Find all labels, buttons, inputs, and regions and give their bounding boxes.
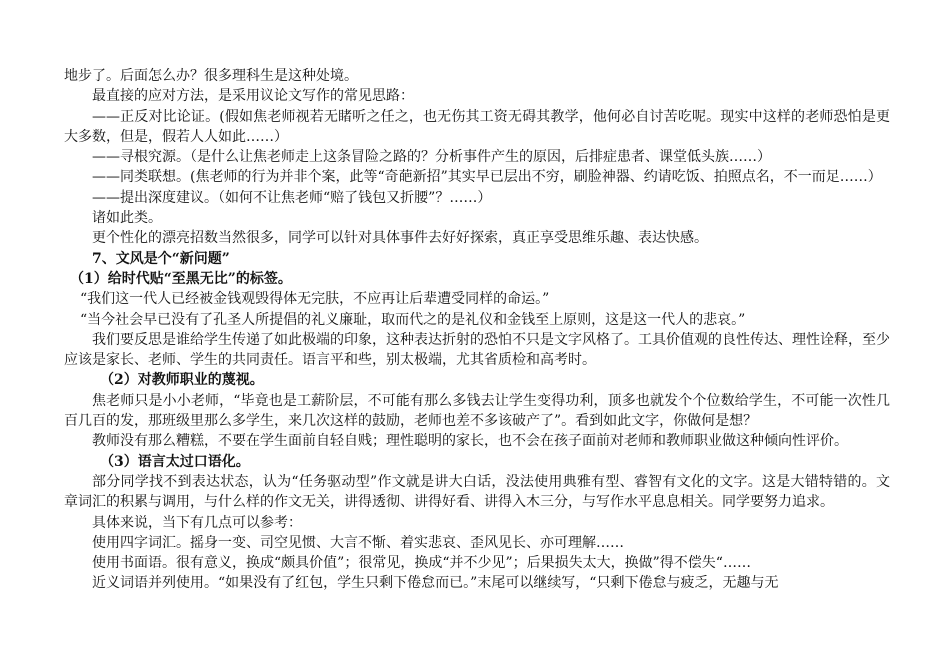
paragraph: 具体来说，当下有几点可以参考：	[92, 514, 302, 531]
paragraph: ——提出深度建议。（如何不让焦老师“赔了钱包又折腰”？……）	[92, 189, 492, 206]
paragraph: 部分同学找不到表达状态，认为“任务驱动型”作文就是讲大白话，没法使用典雅有型、睿智有文化的文字。这是大错特错的。文章词汇的积累与调用，与什么样的作文无关，讲得透彻、讲得好看、讲得入木三分，与写作水平息息相关。同学要努力追求。	[64, 473, 890, 511]
paragraph: ——同类联想。(焦老师的行为并非个案，此等“奇葩新招”其实早已层出不穷，刷脸神器、约请吃饭、拍照点名，不一而足……）	[92, 169, 882, 186]
paragraph: 焦老师只是小小老师，“毕竟也是工薪阶层，不可能有那么多钱去让学生变得功利，顶多也就发个个位数给学生，不可能一次性几百几百的发，那班级里那么多学生，来几次这样的鼓励，老师也差不多该破产了”。看到如此文字，你做何是想？	[64, 392, 890, 430]
paragraph: ——寻根究源。（是什么让焦老师走上这条冒险之路的？分析事件产生的原因，后排症患者、课堂低头族……）	[92, 149, 771, 166]
section-heading: 7、文风是个“新问题”	[92, 250, 230, 267]
subsection-heading: （3）语言太过口语化。	[100, 453, 250, 470]
paragraph: 诸如此类。	[92, 210, 162, 227]
paragraph: 使用书面语。很有意义，换成“颇具价值”；很常见，换成“并不少见”；后果损失太大，换做”得不偿失“……	[92, 555, 751, 572]
paragraph: 我们要反思是谁给学生传递了如此极端的印象，这种表达折射的恐怕不只是文字风格了。工具价值观的良性传达、理性诠释，至少应该是家长、老师、学生的共同责任。语言平和些，别太极端，尤其省质检和高考时。	[64, 331, 890, 369]
paragraph: 最直接的应对方法，是采用议论文写作的常见思路：	[92, 88, 414, 105]
paragraph: 近义词语并列使用。“如果没有了红包，学生只剩下倦怠而已。”末尾可以继续写，“只剩下倦怠与疲乏，无趣与无	[92, 575, 779, 592]
paragraph: 教师没有那么糟糕，不要在学生面前自轻自贱；理性聪明的家长，也不会在孩子面前对老师和教师职业做这种倾向性评价。	[92, 433, 848, 450]
paragraph: “当今社会早已没有了孔圣人所提倡的礼义廉耻，取而代之的是礼仪和金钱至上原则，这是这一代人的悲哀。”	[80, 311, 746, 328]
paragraph: 更个性化的漂亮招数当然很多，同学可以针对具体事件去好好探索，真正享受思维乐趣、表达快感。	[92, 230, 708, 247]
document-page	[64, 66, 890, 594]
paragraph: “我们这一代人已经被金钱观毁得体无完肤，不应再让后辈遭受同样的命运。”	[80, 291, 550, 308]
paragraph: ——正反对比论证。(假如焦老师视若无睹听之任之，也无伤其工资无碍其教学，他何必自讨苦吃呢。现实中这样的老师恐怕是更大多数，但是，假若人人如此……）	[64, 108, 890, 145]
subsection-heading: （2）对教师职业的蔑视。	[100, 372, 264, 389]
paragraph: 使用四字词汇。摇身一变、司空见惯、大言不惭、着实悲哀、歪风见长、亦可理解……	[92, 534, 624, 551]
paragraph: 地步了。后面怎么办？很多理科生是这种处境。	[64, 68, 358, 84]
subsection-heading: （1）给时代贴“至黑无比”的标签。	[70, 270, 292, 287]
